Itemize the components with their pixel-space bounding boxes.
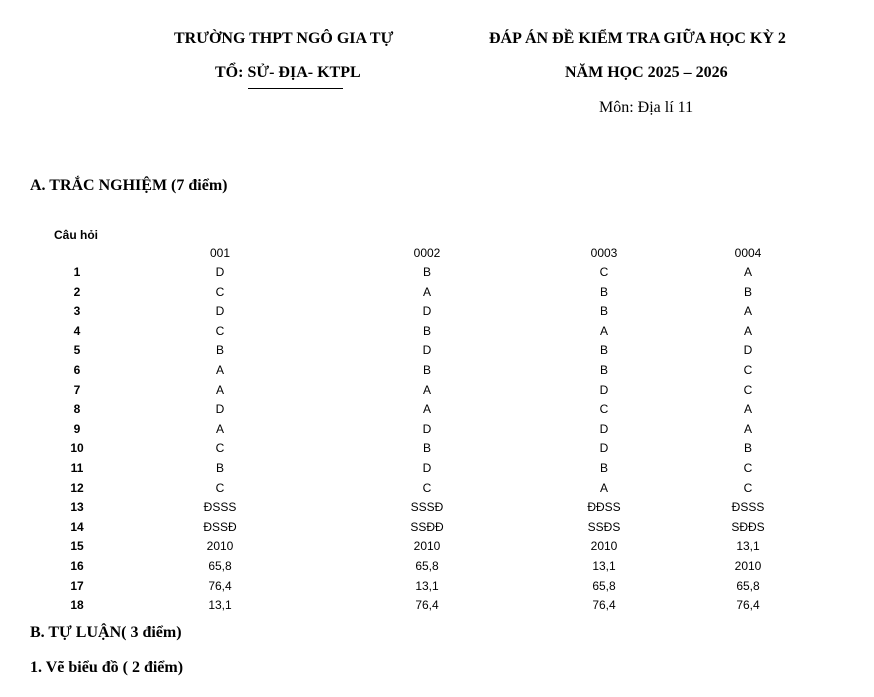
department-name: SỬ- ĐỊA- KTPL <box>247 64 361 81</box>
answer-cell-code-4: B <box>743 284 753 299</box>
answer-cell-code-2: 13,1 <box>415 578 439 593</box>
answer-cell-code-3: B <box>599 363 609 377</box>
question-number: 8 <box>73 402 81 417</box>
answer-cell-code-2: B <box>422 363 432 377</box>
school-year: NĂM HỌC 2025 – 2026 <box>565 64 728 81</box>
answer-cell-code-2: B <box>422 265 432 279</box>
answer-cell-code-2: 65,8 <box>415 559 439 573</box>
answer-cell-code-3: ĐĐSS <box>587 500 621 515</box>
answer-cell-code-1: C <box>215 323 225 338</box>
answer-cell-code-1: C <box>215 480 225 495</box>
answer-cell-code-4: A <box>743 421 753 436</box>
answer-cell-code-1: A <box>215 382 225 397</box>
exam-title: ĐÁP ÁN ĐỀ KIỂM TRA GIỮA HỌC KỲ 2 <box>489 30 786 47</box>
answer-cell-code-2: SSĐĐ <box>410 519 444 534</box>
answer-cell-code-4: A <box>743 402 753 417</box>
code-header-3: 0003 <box>590 246 618 260</box>
answer-cell-code-4: 2010 <box>734 559 762 573</box>
answer-cell-code-1: 76,4 <box>208 578 232 593</box>
school-name: TRƯỜNG THPT NGÔ GIA TỰ <box>174 30 394 47</box>
answer-cell-code-1: B <box>215 461 225 475</box>
answer-cell-code-1: 2010 <box>206 539 234 554</box>
subject-line: Môn: Địa lí 11 <box>599 99 694 116</box>
table-row <box>30 598 850 618</box>
answer-cell-code-1: ĐSSĐ <box>203 519 237 534</box>
answer-cell-code-2: C <box>422 480 432 495</box>
answer-cell-code-3: 13,1 <box>592 559 616 573</box>
answer-cell-code-2: A <box>422 402 432 417</box>
table-row <box>30 422 850 442</box>
question-number: 6 <box>73 363 81 377</box>
answer-cell-code-2: A <box>422 284 432 299</box>
question-number: 7 <box>73 382 81 397</box>
answer-cell-code-1: ĐSSS <box>203 500 237 515</box>
question-number: 9 <box>73 421 81 436</box>
table-row <box>30 559 850 579</box>
answer-cell-code-3: 76,4 <box>592 598 616 613</box>
answer-cell-code-3: D <box>599 421 609 436</box>
answer-cell-code-2: D <box>422 343 432 358</box>
answer-cell-code-1: 13,1 <box>208 598 232 613</box>
answer-cell-code-3: C <box>599 265 609 279</box>
answer-cell-code-1: A <box>215 421 225 436</box>
answer-cell-code-2: B <box>422 441 432 456</box>
answer-cell-code-4: A <box>743 323 753 338</box>
answer-cell-code-4: ĐSSS <box>731 500 765 515</box>
table-row <box>30 500 850 520</box>
answer-cell-code-3: A <box>599 323 609 338</box>
question-number: 1 <box>73 265 81 279</box>
answer-cell-code-4: 13,1 <box>736 539 760 554</box>
question-number: 18 <box>70 598 84 613</box>
code-header-2: 0002 <box>413 246 441 260</box>
table-row <box>30 481 850 501</box>
question-column-header: Câu hỏi <box>54 228 98 242</box>
question-number: 2 <box>73 284 81 299</box>
answer-cell-code-4: 65,8 <box>736 578 760 593</box>
question-number: 15 <box>70 539 84 554</box>
department-underline <box>248 88 343 89</box>
answer-cell-code-3: B <box>599 304 609 319</box>
question-number: 4 <box>73 323 81 338</box>
answer-cell-code-1: D <box>215 402 225 417</box>
question-number: 16 <box>70 559 84 573</box>
section-a-title: A. TRẮC NGHIỆM (7 điểm) <box>30 177 228 194</box>
code-header-4: 0004 <box>734 246 762 260</box>
answer-cell-code-1: D <box>215 304 225 319</box>
table-row <box>30 343 850 363</box>
department-line <box>215 64 361 82</box>
answer-cell-code-3: C <box>599 402 609 417</box>
table-row <box>30 539 850 559</box>
table-row <box>30 402 850 422</box>
answer-cell-code-2: B <box>422 323 432 338</box>
answer-cell-code-3: 65,8 <box>592 578 616 593</box>
question-number: 13 <box>70 500 84 515</box>
table-row <box>30 285 850 305</box>
table-row <box>30 579 850 599</box>
answer-cell-code-1: C <box>215 441 225 456</box>
table-row <box>30 363 850 383</box>
table-row <box>30 441 850 461</box>
question-number: 10 <box>70 441 84 456</box>
answer-cell-code-3: D <box>599 382 609 397</box>
answer-cell-code-3: SSĐS <box>587 519 621 534</box>
answer-cell-code-4: A <box>743 265 753 279</box>
answer-cell-code-4: 76,4 <box>736 598 760 613</box>
question-number: 14 <box>70 519 84 534</box>
section-b-item-1: 1. Vẽ biểu đồ ( 2 điểm) <box>30 659 184 676</box>
question-number: 11 <box>70 461 84 475</box>
answer-cell-code-4: C <box>743 363 753 377</box>
answer-cell-code-1: D <box>215 265 225 279</box>
answer-cell-code-2: 76,4 <box>415 598 439 613</box>
answer-cell-code-2: A <box>422 382 432 397</box>
answer-cell-code-1: 65,8 <box>208 559 232 573</box>
answer-cell-code-4: C <box>743 480 753 495</box>
question-number: 3 <box>73 304 81 319</box>
answer-cell-code-2: D <box>422 304 432 319</box>
table-row <box>30 520 850 540</box>
answer-cell-code-1: C <box>215 284 225 299</box>
answer-cell-code-4: A <box>743 304 753 319</box>
table-row <box>30 324 850 344</box>
question-number: 12 <box>70 480 84 495</box>
answer-cell-code-3: B <box>599 343 609 358</box>
question-number: 17 <box>70 578 84 593</box>
table-row <box>30 383 850 403</box>
answer-cell-code-3: 2010 <box>590 539 618 554</box>
code-header-1: 001 <box>209 246 231 260</box>
answer-cell-code-2: D <box>422 421 432 436</box>
answer-cell-code-4: SĐĐS <box>731 519 765 534</box>
answer-cell-code-1: A <box>215 363 225 377</box>
section-b-title: B. TỰ LUẬN( 3 điểm) <box>30 624 182 641</box>
answer-cell-code-4: D <box>743 343 753 358</box>
table-row <box>30 461 850 481</box>
answer-cell-code-4: C <box>743 382 753 397</box>
answer-cell-code-1: B <box>215 343 225 358</box>
answer-cell-code-4: B <box>743 441 753 456</box>
table-row <box>30 304 850 324</box>
answer-cell-code-4: C <box>743 461 753 475</box>
answer-cell-code-3: B <box>599 461 609 475</box>
question-number: 5 <box>73 343 81 358</box>
table-row <box>30 265 850 285</box>
answer-cell-code-2: D <box>422 461 432 475</box>
answer-cell-code-3: D <box>599 441 609 456</box>
department-prefix: TỔ: <box>215 64 248 81</box>
answer-cell-code-2: 2010 <box>413 539 441 554</box>
answer-cell-code-3: B <box>599 284 609 299</box>
answer-cell-code-2: SSSĐ <box>410 500 444 515</box>
answer-cell-code-3: A <box>599 480 609 495</box>
